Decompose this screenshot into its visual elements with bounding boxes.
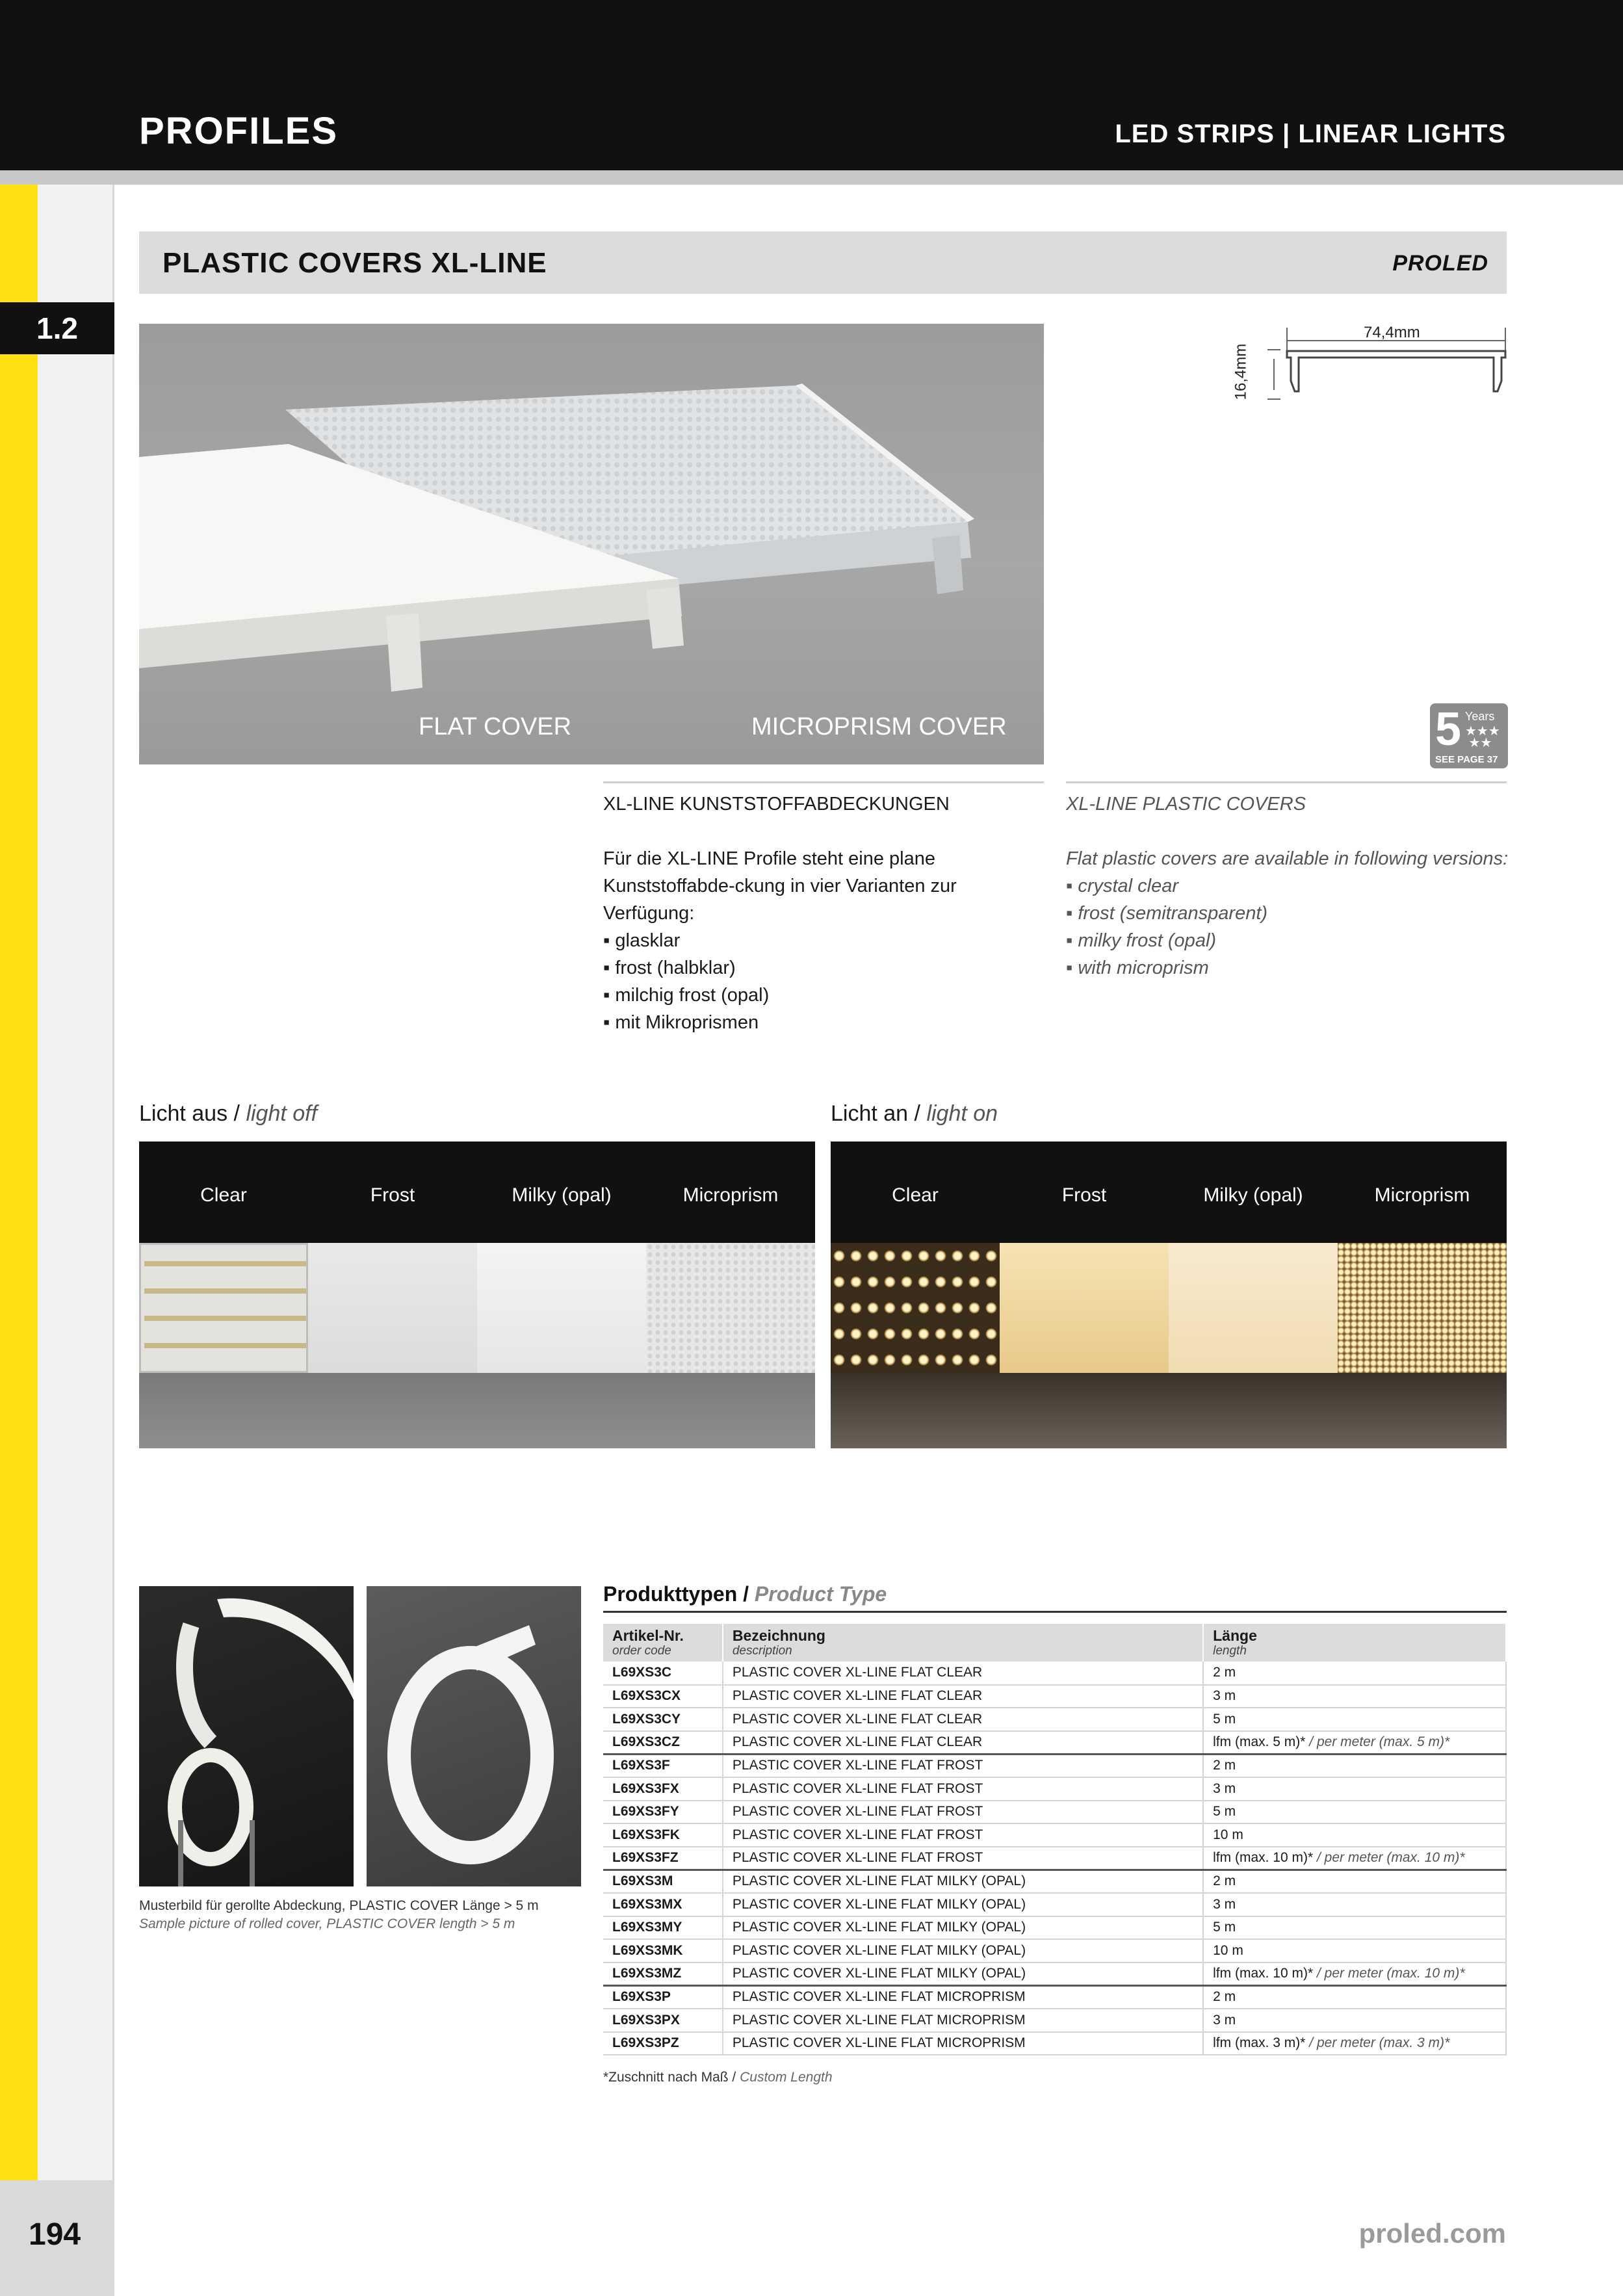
length-value: 3 m [1213,1896,1236,1912]
order-code-cell: L69XS3FX [603,1777,723,1801]
length-cell: lfm (max. 10 m)* / per meter (max. 10 m)* [1203,1847,1506,1870]
description-cell: PLASTIC COVER XL-LINE FLAT MILKY (OPAL) [723,1893,1203,1916]
order-code-cell: L69XS3MX [603,1893,723,1916]
frost-label: Frost [370,1184,415,1206]
description-de [603,790,1052,1036]
light-off-title-en: light off [246,1101,318,1126]
description-cell: PLASTIC COVER XL-LINE FLAT FROST [723,1801,1203,1824]
description-cell: PLASTIC COVER XL-LINE FLAT MILKY (OPAL) [723,1939,1203,1963]
light-off-panel [139,1141,815,1448]
milky-strip-off [477,1243,646,1373]
description-en [1066,790,1514,982]
length-cell [1203,1662,1506,1685]
product-table-rule [603,1611,1507,1613]
order-code-cell: L69XS3P [603,1985,723,2009]
table-header-row [603,1624,1506,1662]
description-en-list [1066,872,1514,982]
table-row [603,1823,1506,1847]
description-de-title: XL-LINE KUNSTSTOFFABDECKUNGEN [603,794,950,815]
order-code-cell: L69XS3M [603,1870,723,1893]
table-row [603,1870,1506,1893]
milky-strip-on [1169,1243,1338,1373]
length-cell [1203,1754,1506,1777]
length-value: 2 m [1213,1665,1236,1680]
description-cell: PLASTIC COVER XL-LINE FLAT MICROPRISM [723,1985,1203,2009]
list-item: ▪ crystal clear [1066,872,1514,900]
light-off-title: Licht aus / light off [139,1101,318,1126]
order-code-cell: L69XS3F [603,1754,723,1777]
warranty-badge [1430,703,1508,768]
order-code-cell: L69XS3FZ [603,1847,723,1870]
table-row [603,1963,1506,1986]
star-icon: ★★★ ★★ [1465,724,1500,750]
description-cell: PLASTIC COVER XL-LINE FLAT CLEAR [723,1685,1203,1708]
order-code-cell: L69XS3FK [603,1823,723,1847]
length-cell [1203,1708,1506,1731]
header-category: LED STRIPS | LINEAR LIGHTS [1115,120,1506,148]
list-item: ▪ with microprism [1066,954,1514,982]
description-cell: PLASTIC COVER XL-LINE FLAT MICROPRISM [723,2032,1203,2055]
product-table-title-de: Produkttypen [603,1582,738,1606]
milky-label: Milky (opal) [512,1184,612,1206]
length-value: 2 m [1213,1873,1236,1889]
microprism-label: Microprism [1374,1184,1470,1206]
warranty-see-page: SEE PAGE 37 [1435,754,1498,765]
length-value: 2 m [1213,1758,1236,1773]
description-cell: PLASTIC COVER XL-LINE FLAT FROST [723,1777,1203,1801]
length-cell [1203,1801,1506,1824]
side-rail-accent [0,185,38,2180]
frost-strip-off [308,1243,477,1373]
milky-label: Milky (opal) [1203,1184,1303,1206]
table-row [603,1777,1506,1801]
table-row [603,1801,1506,1824]
order-code-cell: L69XS3C [603,1662,723,1685]
section-tab: 1.2 [0,302,114,354]
microprism-label: Microprism [682,1184,779,1206]
table-row [603,1754,1506,1777]
rolled-cover-photo-1 [139,1586,354,1886]
table-row [603,1847,1506,1870]
list-item: ▪ frost (halbklar) [603,954,1052,982]
length-cell [1203,1777,1506,1801]
list-item: ▪ milchig frost (opal) [603,982,1052,1009]
light-off-reflection [139,1373,815,1448]
clear-label: Clear [892,1184,939,1206]
footnote-en: Custom Length [740,2070,833,2085]
footer-url[interactable]: proled.com [1358,2218,1506,2249]
brand-logo: PROLED [1392,251,1488,276]
list-item: ▪ milky frost (opal) [1066,927,1514,954]
warranty-years-label: Years [1465,710,1495,723]
length-value-en: per meter (max. 5 m)* [1316,1734,1450,1750]
frost-label: Frost [1061,1184,1107,1206]
table-row [603,2032,1506,2055]
rolled-cover-photo-2 [367,1586,581,1886]
cover-illustration [139,324,1044,764]
description-cell: PLASTIC COVER XL-LINE FLAT CLEAR [723,1731,1203,1755]
length-value: lfm (max. 10 m)* [1213,1850,1314,1866]
height-dimension: 16,4mm [1232,343,1250,400]
description-cell: PLASTIC COVER XL-LINE FLAT MICROPRISM [723,2009,1203,2032]
length-value: 5 m [1213,1804,1236,1820]
length-header: Länge length [1203,1624,1506,1662]
light-on-title-en: light on [926,1101,998,1126]
header-rule [0,170,1623,185]
description-de-intro: Für die XL-LINE Profile steht eine plane Kunststoffabde-ckung in vier Varianten zur Verfügung: [603,848,957,924]
microprism-cover-label: MICROPRISM COVER [751,713,1007,740]
rolled-caption-de: Musterbild für gerollte Abdeckung, PLASTIC COVER Länge > 5 m [139,1898,539,1913]
table-row [603,1916,1506,1940]
table-row [603,1662,1506,1685]
table-footnote: *Zuschnitt nach Maß / Custom Length [603,2070,833,2085]
length-value-en: per meter (max. 10 m)* [1324,1850,1465,1866]
product-table-title-en: Product Type [754,1582,887,1606]
list-item: ▪ glasklar [603,927,1052,954]
list-item: ▪ frost (semitransparent) [1066,900,1514,927]
width-dimension: 74,4mm [1364,324,1420,341]
microprism-strip-off [646,1243,815,1373]
description-cell: PLASTIC COVER XL-LINE FLAT FROST [723,1823,1203,1847]
length-value-en: per meter (max. 3 m)* [1316,2035,1450,2051]
length-value: lfm (max. 3 m)* [1213,2035,1306,2051]
rolled-caption-en: Sample picture of rolled cover, PLASTIC COVER length > 5 m [139,1916,515,1931]
length-cell [1203,1893,1506,1916]
header-title: PROFILES [139,110,339,152]
description-cell: PLASTIC COVER XL-LINE FLAT MILKY (OPAL) [723,1916,1203,1940]
description-en-title: XL-LINE PLASTIC COVERS [1066,794,1306,815]
length-value: 3 m [1213,1688,1236,1704]
order-code-cell: L69XS3PZ [603,2032,723,2055]
length-value: 3 m [1213,1781,1236,1796]
table-row [603,2009,1506,2032]
order-code-cell: L69XS3FY [603,1801,723,1824]
table-row [603,1708,1506,1731]
hero-photo [139,324,1044,764]
description-cell: PLASTIC COVER XL-LINE FLAT MILKY (OPAL) [723,1963,1203,1986]
description-de-list [603,927,1052,1036]
description-cell: PLASTIC COVER XL-LINE FLAT CLEAR [723,1708,1203,1731]
length-value: 5 m [1213,1711,1236,1727]
side-rail [38,185,114,2180]
table-row [603,1685,1506,1708]
length-cell: lfm (max. 3 m)* / per meter (max. 3 m)* [1203,2032,1506,2055]
length-value: 10 m [1213,1942,1243,1958]
length-cell [1203,1823,1506,1847]
length-value: lfm (max. 5 m)* [1213,1734,1306,1750]
led-dots [139,1243,308,1373]
clear-strip-off [139,1243,308,1373]
description-cell: PLASTIC COVER XL-LINE FLAT FROST [723,1847,1203,1870]
product-table [603,1624,1507,2055]
order-code-cell: L69XS3CZ [603,1731,723,1755]
order-code-cell: L69XS3MY [603,1916,723,1940]
length-value: 2 m [1213,1989,1236,2005]
section-banner [139,231,1507,294]
table-row [603,1893,1506,1916]
length-cell [1203,1916,1506,1940]
description-en-intro: Flat plastic covers are available in following versions: [1066,848,1509,869]
order-code-header: Artikel-Nr. order code [603,1624,723,1662]
table-row [603,1939,1506,1963]
description-header: Bezeichnung description [723,1624,1203,1662]
length-cell [1203,1685,1506,1708]
light-on-title: Licht an / light on [831,1101,998,1126]
section-title: PLASTIC COVERS XL-LINE [162,247,547,279]
clear-label: Clear [200,1184,247,1206]
warranty-years-number: 5 [1435,703,1462,755]
order-code-cell: L69XS3CY [603,1708,723,1731]
length-cell [1203,2009,1506,2032]
cover-profile-drawing [1222,319,1508,423]
order-code-cell: L69XS3MZ [603,1963,723,1986]
light-off-title-de: Licht aus [139,1101,228,1126]
product-table-title: Produkttypen / Product Type [603,1582,887,1606]
page-number: 194 [29,2217,81,2252]
length-value: 5 m [1213,1920,1236,1935]
length-cell [1203,1985,1506,2009]
description-cell: PLASTIC COVER XL-LINE FLAT FROST [723,1754,1203,1777]
description-rule-de [603,781,1044,783]
length-value-en: per meter (max. 10 m)* [1324,1966,1465,1981]
product-table-body [603,1662,1506,2055]
order-code-cell: L69XS3MK [603,1939,723,1963]
order-code-cell: L69XS3CX [603,1685,723,1708]
rolled-caption [139,1897,539,1933]
order-code-cell: L69XS3PX [603,2009,723,2032]
length-cell: lfm (max. 10 m)* / per meter (max. 10 m)* [1203,1963,1506,1986]
frost-strip-on [1000,1243,1169,1373]
length-value: lfm (max. 10 m)* [1213,1966,1314,1981]
microprism-strip-on [1338,1243,1507,1373]
table-row [603,1985,1506,2009]
light-on-reflection [831,1373,1507,1448]
length-value: 3 m [1213,2012,1236,2028]
description-cell: PLASTIC COVER XL-LINE FLAT MILKY (OPAL) [723,1870,1203,1893]
flat-cover-label: FLAT COVER [419,713,572,740]
table-row [603,1731,1506,1755]
length-value: 10 m [1213,1827,1243,1842]
length-cell [1203,1939,1506,1963]
length-cell: lfm (max. 5 m)* / per meter (max. 5 m)* [1203,1731,1506,1755]
light-on-panel [831,1141,1507,1448]
description-cell: PLASTIC COVER XL-LINE FLAT CLEAR [723,1662,1203,1685]
clear-strip-on [831,1243,1000,1373]
light-on-title-de: Licht an [831,1101,909,1126]
description-rule-en [1066,781,1507,783]
list-item: ▪ mit Mikroprismen [603,1009,1052,1036]
footnote-de: *Zuschnitt nach Maß [603,2070,729,2085]
length-cell [1203,1870,1506,1893]
